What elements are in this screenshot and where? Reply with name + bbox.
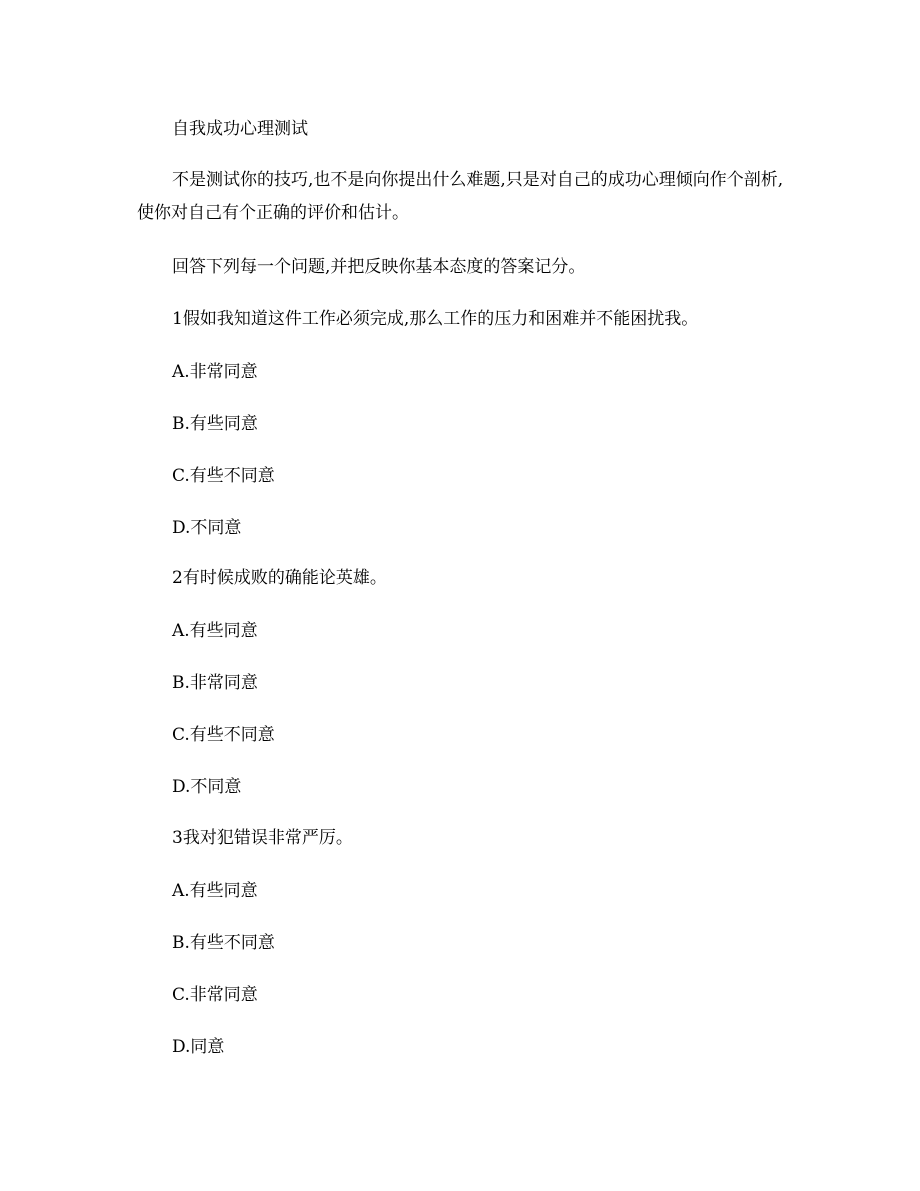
question-3-option-b: B.有些不同意 [172,933,275,953]
instruction-text: 回答下列每一个问题,并把反映你基本态度的答案记分。 [172,257,586,277]
question-3-option-a: A.有些同意 [172,881,258,901]
question-1-option-d: D.不同意 [172,518,242,538]
document-title: 自我成功心理测试 [172,119,308,139]
question-1: 1假如我知道这件工作必须完成,那么工作的压力和困难并不能困扰我。 [172,309,699,329]
question-2-option-a: A.有些同意 [172,621,258,641]
question-1-option-a: A.非常同意 [172,362,258,382]
question-2-option-b: B.非常同意 [172,673,258,693]
question-3-option-c: C.非常同意 [172,985,258,1005]
question-2-option-d: D.不同意 [172,777,242,797]
question-3: 3我对犯错误非常严厉。 [172,828,353,848]
intro-paragraph: 不是测试你的技巧,也不是向你提出什么难题,只是对自己的成功心理倾向作个剖析,使你对自己有个正确的评价和估计。 [137,170,784,223]
question-1-option-b: B.有些同意 [172,414,258,434]
question-2: 2有时候成败的确能论英雄。 [172,568,387,588]
question-1-option-c: C.有些不同意 [172,466,275,486]
question-3-option-d: D.同意 [172,1037,225,1057]
question-2-option-c: C.有些不同意 [172,725,275,745]
